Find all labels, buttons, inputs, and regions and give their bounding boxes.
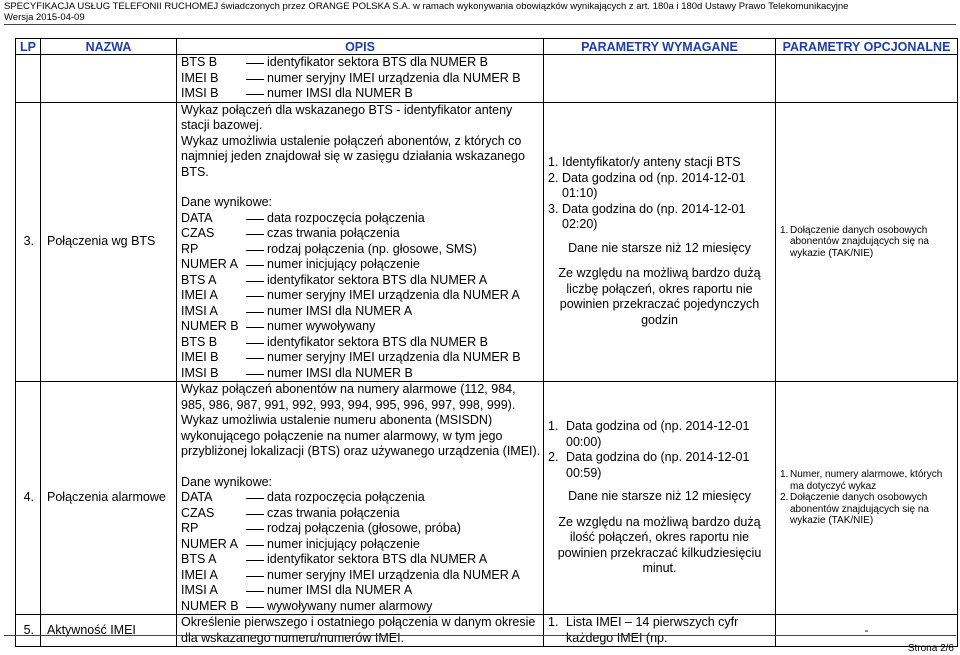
field-code: IMSI B <box>181 86 219 100</box>
output-fields-list <box>181 211 541 382</box>
field-description: numer wywoływany <box>267 319 376 333</box>
dash-separator <box>243 319 267 335</box>
field-description: numer inicjujący połączenie <box>267 536 420 551</box>
dash-separator <box>243 583 267 599</box>
name-cell: Połączenia alarmowe <box>41 382 177 615</box>
required-cell <box>544 102 776 382</box>
field-description: identyfikator sektora BTS dla NUMER B <box>267 55 488 69</box>
description-cell <box>177 102 544 382</box>
table-row-continued <box>16 55 958 103</box>
dash-separator <box>243 273 267 289</box>
description-text: Wykaz połączeń abonentów na numery alarmowe (112, 984, 985, 986, 987, 991, 992, 993, 994, 995, 996, 997, 998, 999). <box>181 382 516 412</box>
field-description: numer IMSI dla NUMER B <box>267 86 413 100</box>
output-field <box>181 490 541 506</box>
column-header-nazwa: NAZWA <box>41 39 177 55</box>
output-field <box>181 506 541 522</box>
output-label: Dane wynikowe: <box>181 195 273 209</box>
dash-separator <box>243 71 267 87</box>
output-field <box>181 319 541 335</box>
optional-cell <box>776 102 958 382</box>
dash-separator <box>243 288 267 304</box>
output-field <box>181 288 541 304</box>
dash-separator <box>243 304 267 320</box>
description-cell <box>177 382 544 615</box>
field-code: DATA <box>181 210 213 225</box>
field-code: IMEI A <box>181 567 218 582</box>
field-description: numer inicjujący połączenie <box>267 257 420 271</box>
output-field <box>181 257 541 273</box>
optional-item: 2. Dołączenie danych osobowych abonentów znajdujących się na wykazie (TAK/NIE) <box>780 492 929 527</box>
field-code: IMSI A <box>181 303 218 318</box>
field-description: rodzaj połączenia (głosowe, próba) <box>267 521 461 535</box>
output-field <box>181 335 541 351</box>
field-description: numer seryjny IMEI urządzenia dla NUMER B <box>267 350 521 364</box>
dash-separator <box>243 350 267 366</box>
field-description: numer IMSI dla NUMER A <box>267 583 413 597</box>
field-description: wywoływany numer alarmowy <box>267 598 433 613</box>
output-field <box>181 521 541 537</box>
field-code: IMEI B <box>181 70 219 85</box>
required-cell <box>544 615 776 647</box>
output-field <box>181 366 541 382</box>
lp-cell <box>16 55 41 103</box>
required-cell <box>544 382 776 615</box>
field-code: RP <box>181 521 199 535</box>
output-field <box>181 350 541 366</box>
output-field <box>181 55 541 71</box>
optional-cell <box>776 382 958 615</box>
retention-note: Dane nie starsze niż 12 miesięcy <box>568 240 751 255</box>
output-label: Dane wynikowe: <box>181 474 273 489</box>
field-description: numer IMSI dla NUMER A <box>267 303 413 318</box>
output-field <box>181 599 541 615</box>
field-description: rodzaj połączenia (np. głosowe, SMS) <box>267 241 477 256</box>
field-description: czas trwania połączenia <box>267 505 400 520</box>
dash-separator <box>243 242 267 258</box>
required-item: 3. Data godzina do (np. 2014-12-01 02:20) <box>548 201 746 232</box>
retention-note: Dane nie starsze niż 12 miesięcy <box>568 489 751 504</box>
column-header-opis: OPIS <box>177 39 544 55</box>
field-code: BTS A <box>181 272 217 287</box>
field-code: IMEI B <box>181 350 219 364</box>
dash-separator <box>243 55 267 71</box>
field-description: numer seryjny IMEI urządzenia dla NUMER A <box>267 567 520 582</box>
field-description: numer IMSI dla NUMER B <box>267 365 413 380</box>
output-field <box>181 226 541 242</box>
optional-cell: - <box>776 615 958 647</box>
dash-separator <box>243 335 267 351</box>
table-header-row <box>16 39 958 55</box>
dash-separator <box>243 366 267 382</box>
footer-divider <box>4 635 956 636</box>
output-field <box>181 583 541 599</box>
output-field <box>181 86 541 102</box>
dash-separator <box>243 521 267 537</box>
output-field <box>181 537 541 553</box>
dash-separator <box>243 226 267 242</box>
field-code: BTS B <box>181 334 218 349</box>
field-description: identyfikator sektora BTS dla NUMER A <box>267 552 488 566</box>
field-code: NUMER B <box>181 319 239 333</box>
field-code: NUMER B <box>181 598 239 613</box>
lp-cell: 5. <box>16 615 41 647</box>
column-header-required: PARAMETRY WYMAGANE <box>544 39 776 55</box>
field-code: RP <box>181 241 199 256</box>
field-description: identyfikator sektora BTS dla NUMER A <box>267 272 488 287</box>
field-description: identyfikator sektora BTS dla NUMER B <box>267 334 488 349</box>
range-note: Ze względu na możliwą bardzo dużą ilość połączeń, okres raportu nie powinien przekraczać kilkudziesięciu minut. <box>557 514 762 576</box>
required-item: 2. Data godzina do (np. 2014-12-01 00:59) <box>548 450 750 480</box>
description-text: Wykaz połączeń dla wskazanego BTS - identyfikator anteny stacji bazowej. <box>181 102 513 132</box>
output-field <box>181 211 541 227</box>
dash-separator <box>243 257 267 273</box>
optional-item: 1. Dołączenie danych osobowych abonentów znajdujących się na wykazie (TAK/NIE) <box>780 224 929 259</box>
dash-separator <box>243 86 267 102</box>
dash-separator <box>243 490 267 506</box>
field-description: numer seryjny IMEI urządzenia dla NUMER B <box>267 70 521 85</box>
required-item: 2. Data godzina od (np. 2014-12-01 01:10) <box>548 170 746 201</box>
required-item: 1. Identyfikator/y anteny stacji BTS <box>548 155 741 170</box>
field-code: CZAS <box>181 505 215 520</box>
output-field <box>181 304 541 320</box>
optional-item: 1. Numer, numery alarmowe, których ma dotyczyć wykaz <box>780 469 943 492</box>
dash-separator <box>243 568 267 584</box>
name-cell: Aktywność IMEI <box>41 615 177 647</box>
lp-cell: 4. <box>16 382 41 615</box>
description-cell: Określenie pierwszego i ostatniego połączenia w danym okresie dla wskazanego numeru/numerów IMEI. <box>177 615 544 647</box>
range-note: Ze względu na możliwą bardzo dużą liczbę połączeń, okres raportu nie powinien przekraczać pojedynczych godzin <box>558 266 761 327</box>
field-description: data rozpoczęcia połączenia <box>267 210 425 225</box>
specification-table <box>15 38 958 647</box>
field-description: data rozpoczęcia połączenia <box>267 490 425 504</box>
field-code: IMSI A <box>181 583 218 597</box>
output-fields-list <box>181 55 541 102</box>
output-field <box>181 273 541 289</box>
description-cell <box>177 55 544 103</box>
field-code: IMSI B <box>181 365 219 380</box>
description-text: Wykaz umożliwia ustalenie połączeń abonentów, z których co najmniej jeden znajdował się w zasięgu działania wskazanego BTS. <box>181 133 525 179</box>
document-header-title: SPECYFIKACJA USŁUG TELEFONII RUCHOMEJ świadczonych przez ORANGE POLSKA S.A. w ramach wykonywania obowiązków wynikających z art. 180a i 180d Ustawy Prawo Telekomunikacyjne <box>4 1 849 12</box>
dash-separator <box>243 599 267 615</box>
output-field <box>181 568 541 584</box>
field-description: numer seryjny IMEI urządzenia dla NUMER A <box>267 288 520 302</box>
dash-separator <box>243 506 267 522</box>
column-header-lp: LP <box>16 39 41 55</box>
dash-separator <box>243 537 267 553</box>
field-code: IMEI A <box>181 288 218 302</box>
required-cell <box>544 55 776 103</box>
dash-separator <box>243 552 267 568</box>
field-code: BTS B <box>181 55 218 69</box>
optional-cell <box>776 55 958 103</box>
field-code: CZAS <box>181 226 215 240</box>
header-divider <box>4 24 956 25</box>
field-description: czas trwania połączenia <box>267 226 400 240</box>
table-row <box>16 615 958 647</box>
name-cell <box>41 55 177 103</box>
field-code: NUMER A <box>181 257 238 271</box>
required-item: 1. Data godzina od (np. 2014-12-01 00:00) <box>548 419 750 449</box>
dash-separator <box>243 211 267 227</box>
table-row <box>16 382 958 615</box>
output-field <box>181 242 541 258</box>
output-fields-list <box>181 490 541 614</box>
page-number: Strona 2/6 <box>907 643 954 654</box>
required-item: 1. Lista IMEI – 14 pierwszych cyfr każdego IMEI (np. <box>548 615 739 645</box>
field-code: BTS A <box>181 552 217 566</box>
lp-cell: 3. <box>16 102 41 382</box>
field-code: NUMER A <box>181 536 238 551</box>
column-header-optional: PARAMETRY OPCJONALNE <box>776 39 958 55</box>
description-text: Wykaz umożliwia ustalenie numeru abonenta (MSISDN) wykonującego połączenie na numer alarmowy, w tym jego przybliżonej lokalizacji (BTS) oraz używanego urządzenia (IMEI). <box>181 413 541 458</box>
table-row <box>16 102 958 382</box>
field-code: DATA <box>181 490 213 504</box>
output-field <box>181 71 541 87</box>
output-field <box>181 552 541 568</box>
document-version: Wersja 2015-04-09 <box>4 12 85 23</box>
name-cell: Połączenia wg BTS <box>41 102 177 382</box>
